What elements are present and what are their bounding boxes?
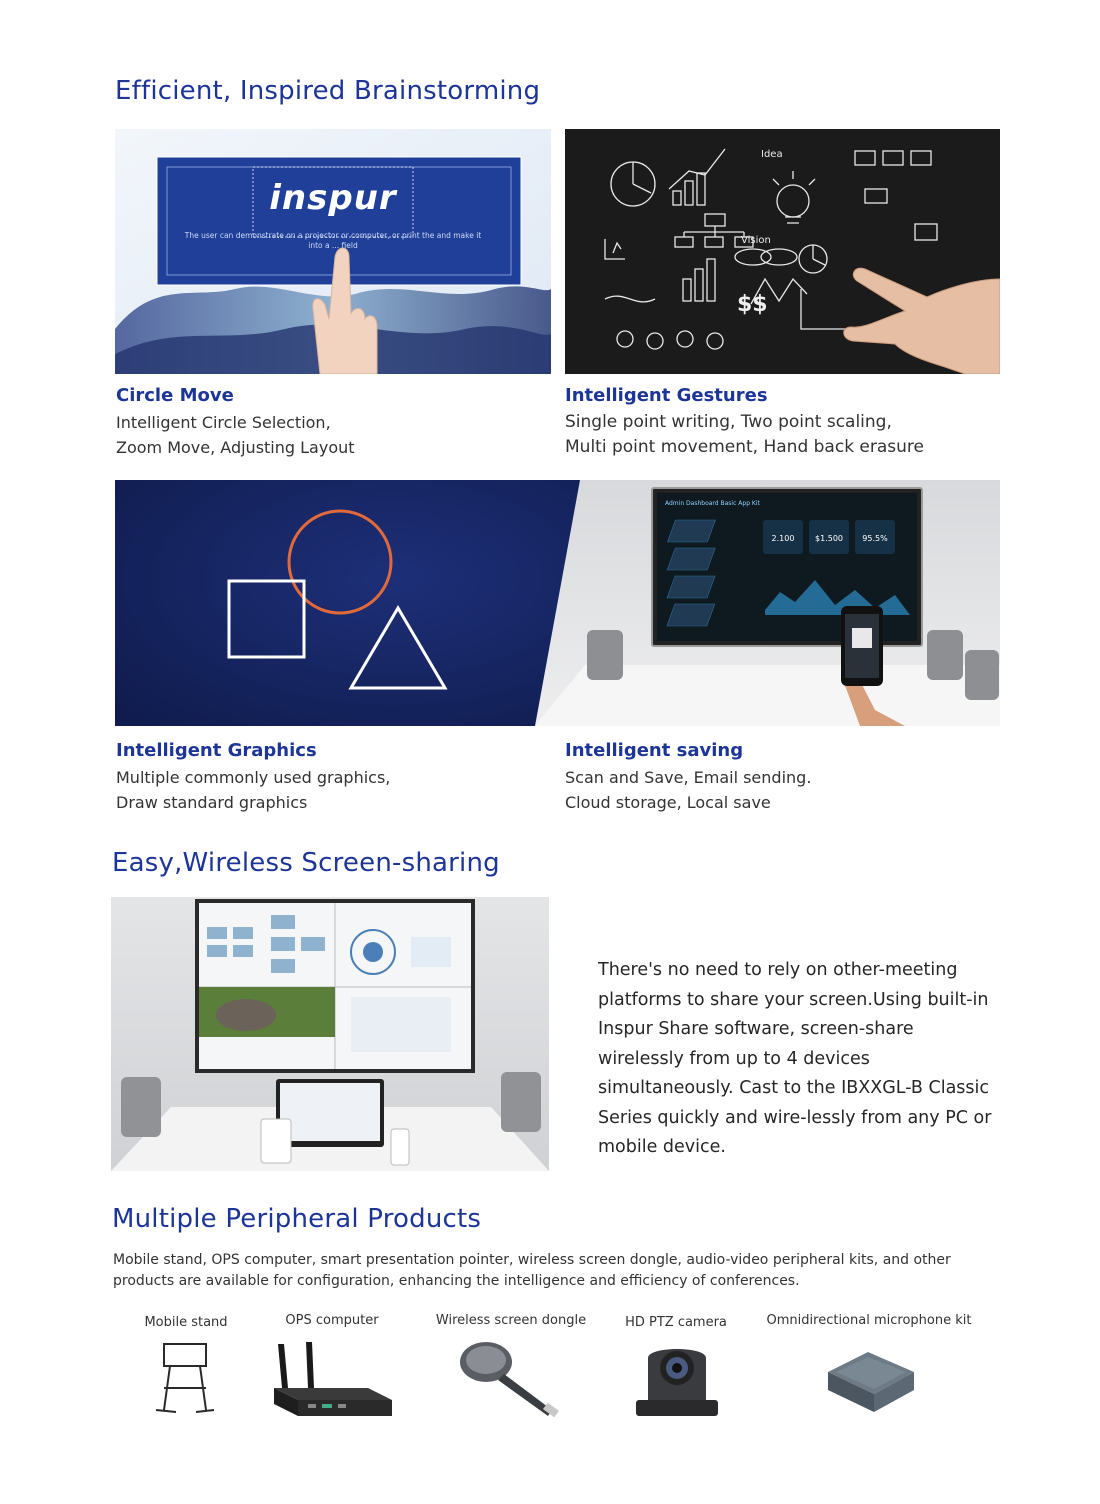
- intelligent-gestures-image: [565, 129, 1000, 374]
- section-heading-screen-sharing: Easy,Wireless Screen-sharing: [112, 848, 500, 878]
- product-label-microphone-kit: Omnidirectional microphone kit: [766, 1313, 972, 1328]
- feature-desc-graphics-line1: Multiple commonly used graphics,: [116, 768, 391, 787]
- svg-text:Idea: Idea: [761, 149, 783, 160]
- feature-title-saving: Intelligent saving: [565, 740, 744, 761]
- feature-desc-gestures-line1: Single point writing, Two point scaling,: [565, 412, 892, 432]
- mobile-stand-image: [150, 1338, 220, 1418]
- peripherals-intro: Mobile stand, OPS computer, smart presentation pointer, wireless screen dongle, audio-video peripheral kits, and other products are available for configuration, enhancing the intelligence and efficiency of conferences.: [113, 1252, 951, 1289]
- svg-text:The user can demonstrate on a: The user can demonstrate on a projector or computer, or print the and make it: [184, 231, 482, 240]
- circle-move-image: [115, 129, 551, 374]
- feature-title-circle-move: Circle Move: [116, 385, 234, 406]
- feature-desc-circle-move-line1: Intelligent Circle Selection,: [116, 413, 331, 432]
- product-label-ptz-camera: HD PTZ camera: [625, 1315, 727, 1330]
- ptz-camera-image: [632, 1338, 722, 1420]
- svg-text:into a ... field: into a ... field: [308, 241, 358, 250]
- screen-sharing-image: [111, 897, 549, 1171]
- product-label-wireless-dongle: Wireless screen dongle: [435, 1313, 587, 1328]
- svg-text:$$: $$: [737, 292, 768, 317]
- feature-title-graphics: Intelligent Graphics: [116, 740, 317, 761]
- microphone-kit-image: [822, 1342, 918, 1420]
- inspur-logo: inspur: [269, 178, 397, 218]
- ops-computer-image: [268, 1338, 396, 1420]
- stat-3: 95.5%: [862, 534, 888, 543]
- svg-text:Admin Dashboard Basic App Kit: Admin Dashboard Basic App Kit: [665, 500, 760, 507]
- feature-desc-graphics-line2: Draw standard graphics: [116, 793, 308, 812]
- wireless-dongle-image: [456, 1336, 566, 1420]
- section-heading-peripherals: Multiple Peripheral Products: [112, 1204, 482, 1234]
- screen-sharing-paragraph: There's no need to rely on other-meeting platforms to share your screen.Using built-in Inspur Share software, screen-share wirelessly from up to 4 devices simultaneously. Cast to the IBXXGL-B Classic Series quickly and wire-lessly from any PC or mobile device.: [598, 960, 992, 1157]
- graphics-and-saving-image: [115, 480, 1000, 726]
- feature-desc-saving-line2: Cloud storage, Local save: [565, 793, 771, 812]
- feature-desc-saving-line1: Scan and Save, Email sending.: [565, 768, 812, 787]
- feature-title-gestures: Intelligent Gestures: [565, 385, 768, 406]
- stat-2: $1.500: [815, 534, 843, 543]
- feature-desc-circle-move-line2: Zoom Move, Adjusting Layout: [116, 438, 355, 457]
- product-label-ops-computer: OPS computer: [285, 1313, 379, 1328]
- stat-1: 2.100: [771, 534, 795, 543]
- feature-desc-gestures-line2: Multi point movement, Hand back erasure: [565, 437, 925, 457]
- product-label-mobile-stand: Mobile stand: [144, 1315, 228, 1330]
- svg-text:Vision: Vision: [741, 235, 771, 246]
- section-heading-brainstorming: Efficient, Inspired Brainstorming: [115, 76, 541, 106]
